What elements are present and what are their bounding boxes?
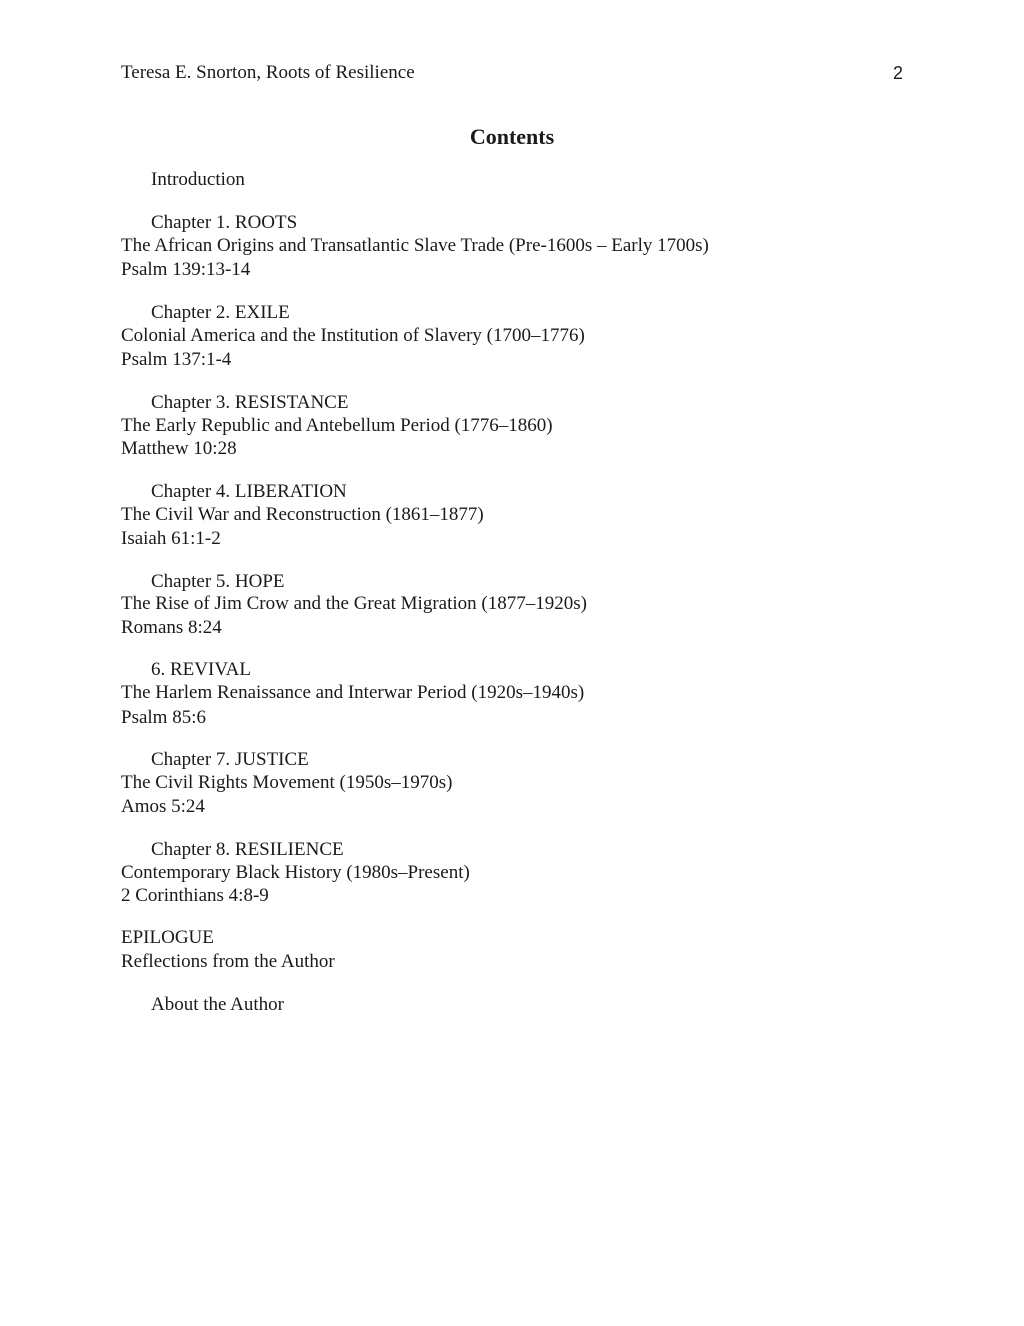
toc-chapter-1-title: Chapter 1. ROOTS xyxy=(151,212,298,233)
toc-chapter-3-title: Chapter 3. RESISTANCE xyxy=(151,392,349,413)
running-header-title: Teresa E. Snorton, Roots of Resilience xyxy=(121,62,415,83)
toc-chapter-8-title: Chapter 8. RESILIENCE xyxy=(151,839,344,860)
toc-chapter-5-scripture: Romans 8:24 xyxy=(121,617,222,638)
contents-heading: Contents xyxy=(469,124,555,149)
toc-chapter-2-scripture: Psalm 137:1-4 xyxy=(121,349,232,370)
toc-chapter-5-title: Chapter 5. HOPE xyxy=(151,571,285,592)
toc-chapter-2-subtitle: Colonial America and the Institution of Slavery (1700–1776) xyxy=(121,325,585,346)
toc-chapter-5-subtitle: The Rise of Jim Crow and the Great Migration (1877–1920s) xyxy=(121,593,587,614)
toc-chapter-6-title: 6. REVIVAL xyxy=(151,659,251,680)
toc-introduction: Introduction xyxy=(151,169,245,190)
toc-chapter-6-subtitle: The Harlem Renaissance and Interwar Period (1920s–1940s) xyxy=(121,682,585,703)
toc-chapter-7-subtitle: The Civil Rights Movement (1950s–1970s) xyxy=(121,772,453,793)
toc-about-the-author: About the Author xyxy=(151,994,284,1015)
toc-chapter-6-scripture: Psalm 85:6 xyxy=(121,707,206,728)
toc-chapter-1-scripture: Psalm 139:13-14 xyxy=(121,259,251,280)
toc-epilogue-subtitle: Reflections from the Author xyxy=(121,951,335,972)
toc-chapter-2-title: Chapter 2. EXILE xyxy=(151,302,290,323)
toc-chapter-4-subtitle: The Civil War and Reconstruction (1861–1877) xyxy=(121,504,484,525)
toc-chapter-1-subtitle: The African Origins and Transatlantic Slave Trade (Pre-1600s – Early 1700s) xyxy=(121,235,709,256)
toc-chapter-4-scripture: Isaiah 61:1-2 xyxy=(121,528,221,549)
toc-chapter-3-scripture: Matthew 10:28 xyxy=(121,438,237,459)
toc-chapter-8-scripture: 2 Corinthians 4:8-9 xyxy=(121,885,269,906)
toc-epilogue-title: EPILOGUE xyxy=(121,927,214,948)
toc-chapter-8-subtitle: Contemporary Black History (1980s–Present) xyxy=(121,862,470,883)
page-number: 2 xyxy=(893,63,904,83)
toc-chapter-7-scripture: Amos 5:24 xyxy=(121,796,205,817)
toc-chapter-4-title: Chapter 4. LIBERATION xyxy=(151,481,347,502)
toc-chapter-7-title: Chapter 7. JUSTICE xyxy=(151,749,309,770)
toc-chapter-3-subtitle: The Early Republic and Antebellum Period (1776–1860) xyxy=(121,415,553,436)
